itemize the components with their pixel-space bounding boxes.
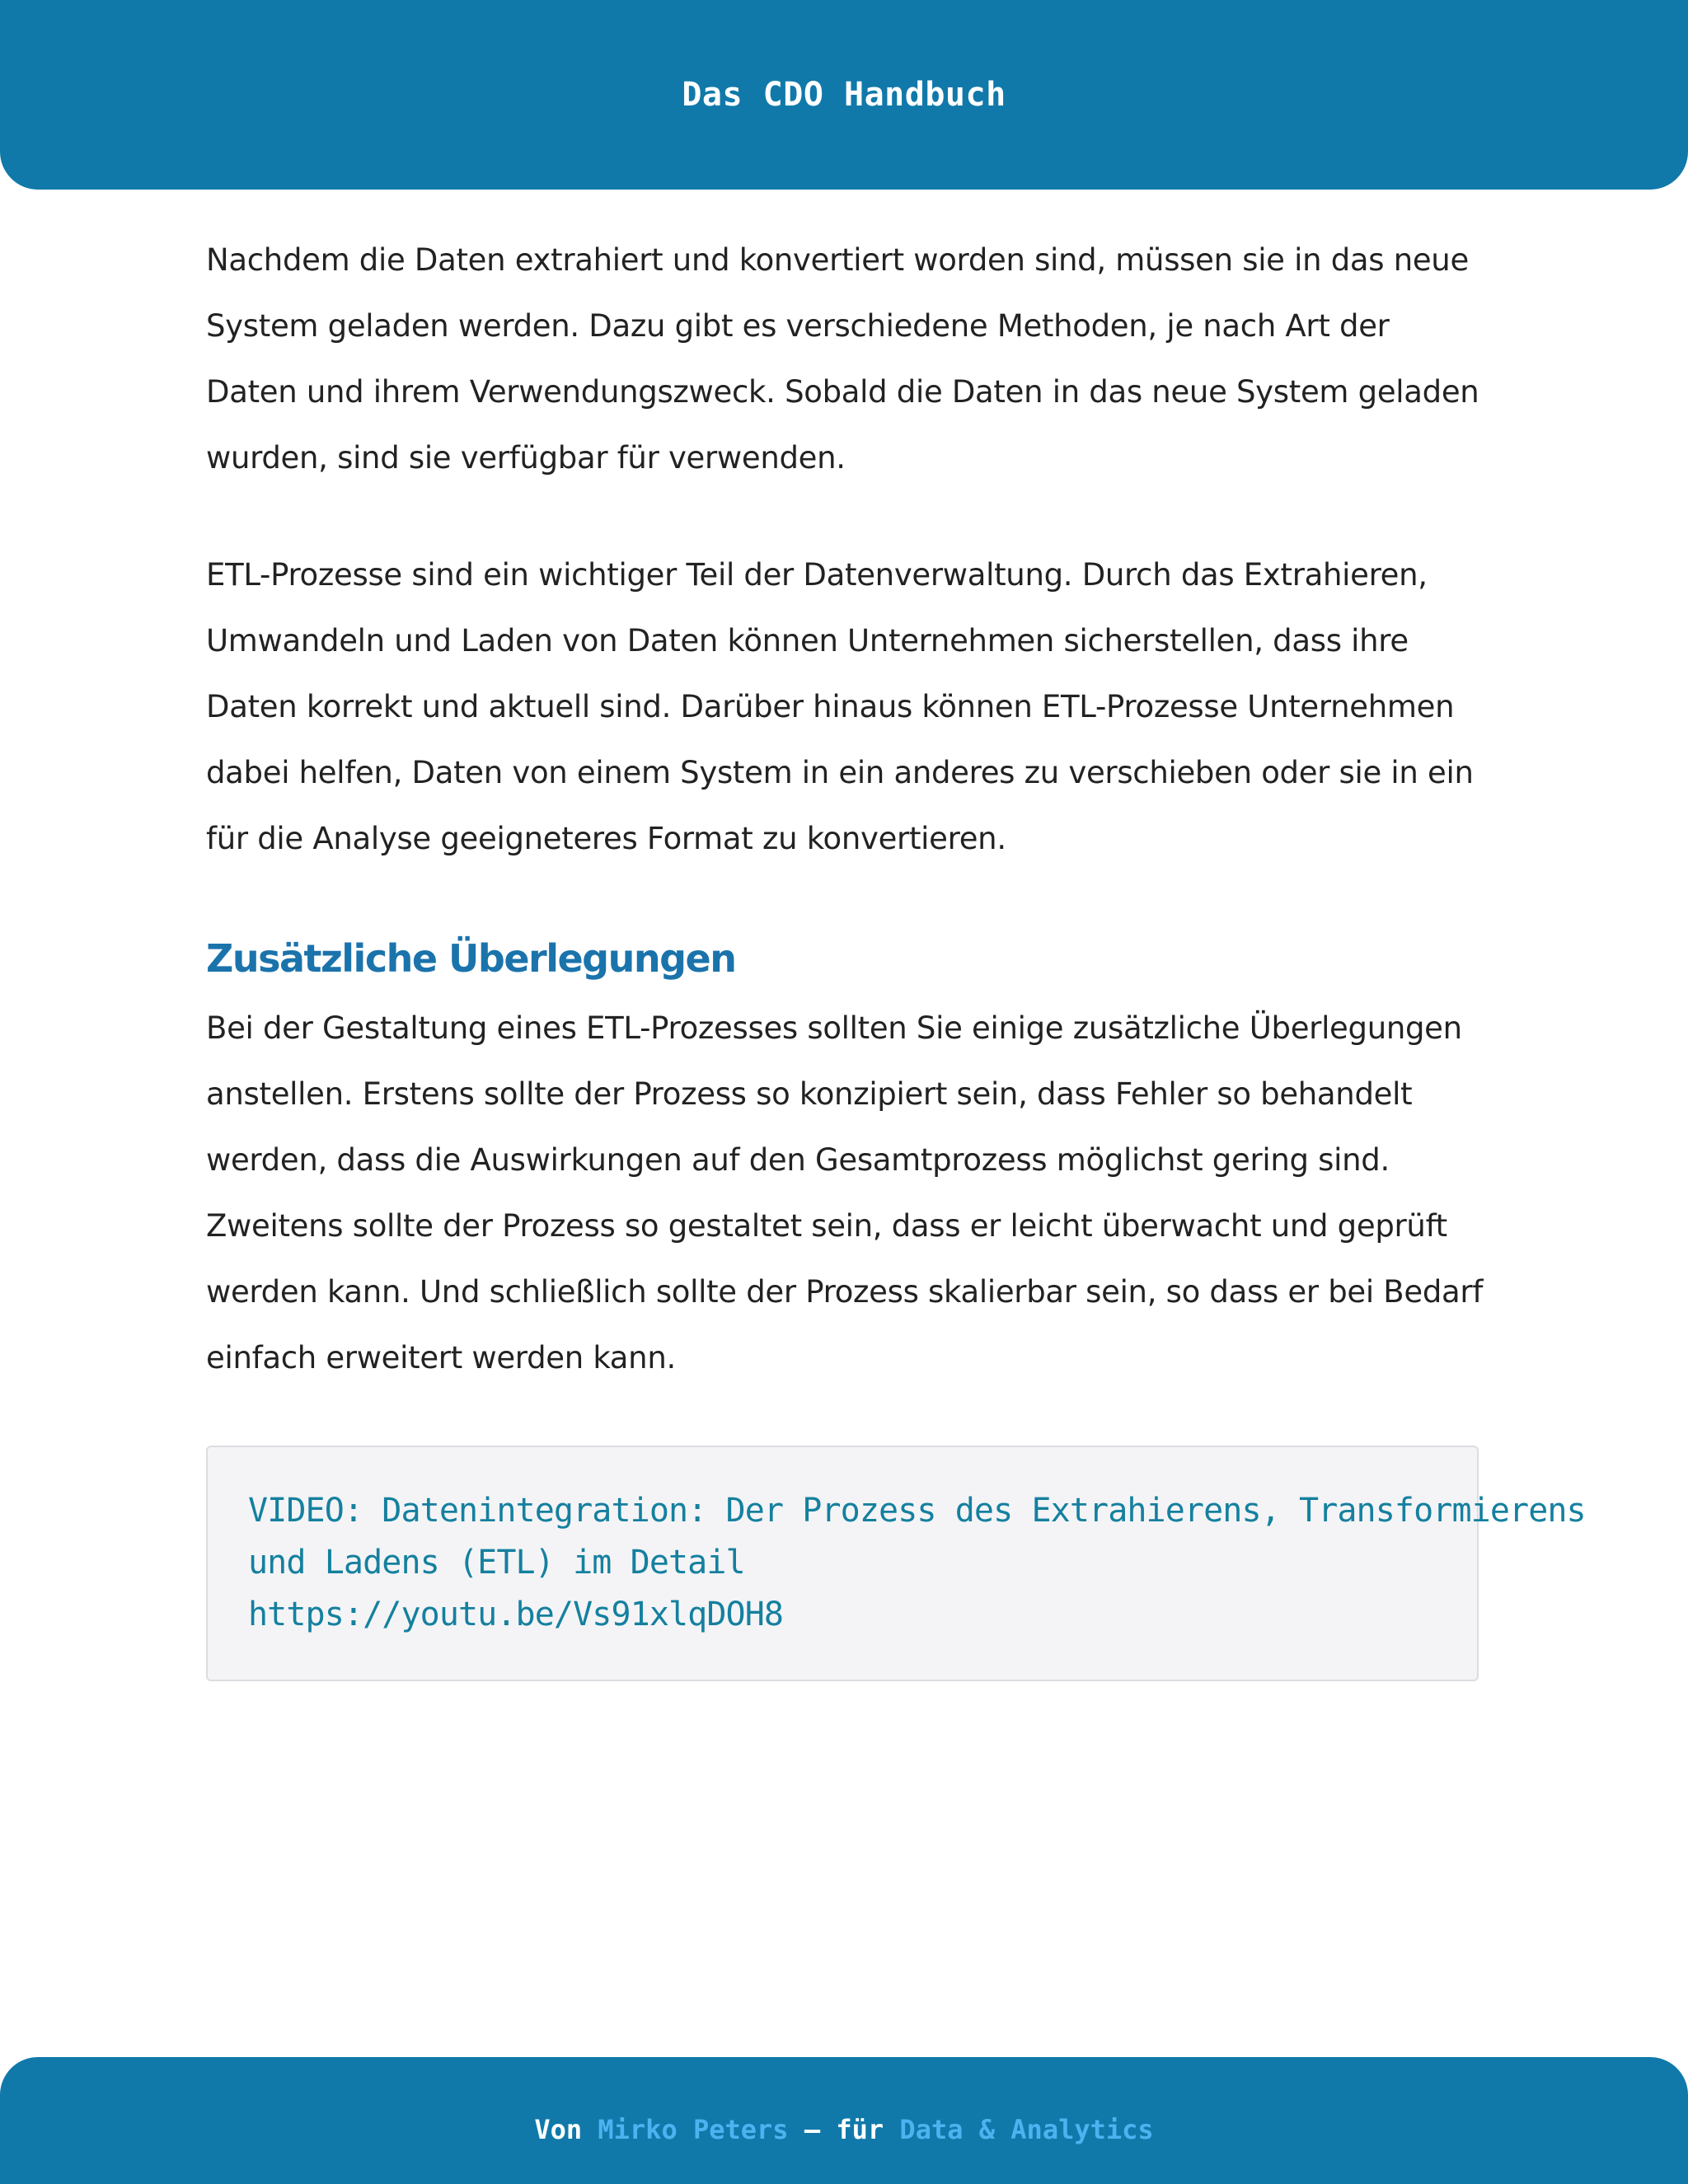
- video-link[interactable]: https://youtu.be/Vs91xlqDOH8: [248, 1596, 784, 1633]
- paragraph-considerations: Bei der Gestaltung eines ETL-Prozesses sollten Sie einige zusätzliche Überlegungen anstellen. Erstens sollte der Prozess so konzipiert sein, dass Fehler so behandelt werden, dass die Auswirkungen auf den Gesamtprozess möglichst gering sind. Zweitens sollte der Prozess so gestaltet sein, dass er leicht überwacht und geprüft werden kann. Und schließlich sollte der Prozess skalierbar sein, so dass er bei Bedarf einfach erweitert werden kann.: [206, 1010, 1484, 1376]
- paragraph-etl-importance: ETL-Prozesse sind ein wichtiger Teil der Datenverwaltung. Durch das Extrahieren, Umwandeln und Laden von Daten können Unternehmen sicherstellen, dass ihre Daten korrekt und aktuell sind. Darüber hinaus können ETL-Prozesse Unternehmen dabei helfen, Daten von einem System in ein anderes zu verschieben oder sie in ein für die Analyse geeigneteres Format zu konvertieren.: [206, 557, 1474, 856]
- page-header: [0, 0, 1688, 190]
- footer-credit: [534, 2114, 1153, 2145]
- video-title-line-1[interactable]: VIDEO: Datenintegration: Der Prozess des Extrahierens, Transformierens: [248, 1492, 1586, 1530]
- footer-middle: – für: [788, 2114, 900, 2145]
- page-footer: [0, 2057, 1688, 2184]
- section-heading: Zusätzliche Überlegungen: [206, 936, 736, 981]
- video-callout: [206, 1446, 1586, 1681]
- footer-author-link[interactable]: Mirko Peters: [598, 2114, 789, 2145]
- header-title: Das CDO Handbuch: [682, 76, 1006, 114]
- paragraph-loading: Nachdem die Daten extrahiert und konvertiert worden sind, müssen sie in das neue System geladen werden. Dazu gibt es verschiedene Methoden, je nach Art der Daten und ihrem Verwendungszweck. Sobald die Daten in das neue System geladen wurden, sind sie verfügbar für verwenden.: [206, 242, 1479, 476]
- main-content: [206, 227, 1586, 1681]
- footer-prefix: Von: [534, 2114, 598, 2145]
- video-title-line-2[interactable]: und Ladens (ETL) im Detail: [248, 1544, 745, 1582]
- footer-brand-link[interactable]: Data & Analytics: [899, 2114, 1154, 2145]
